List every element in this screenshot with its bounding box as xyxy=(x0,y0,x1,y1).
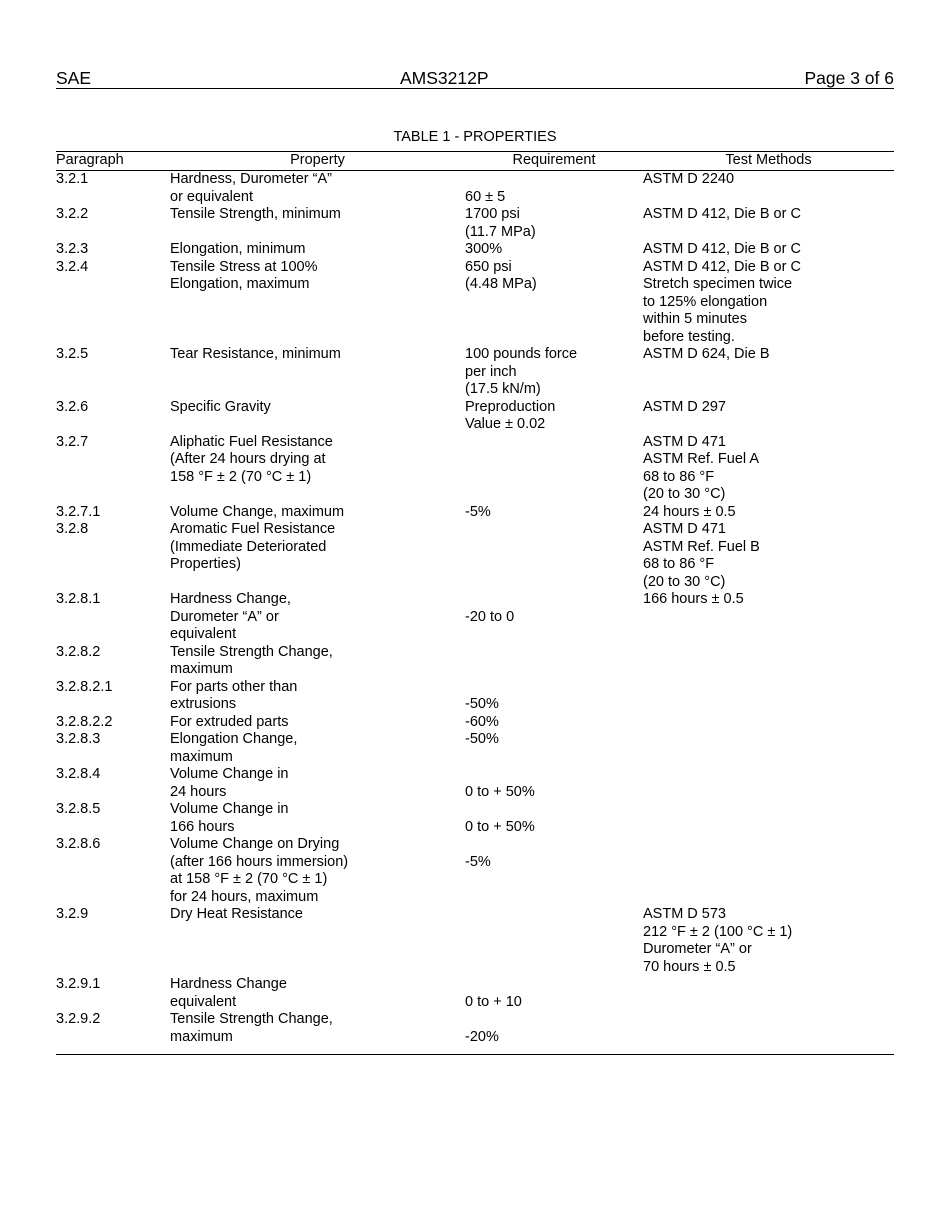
table-row xyxy=(56,521,894,591)
property-cell-line: (After 24 hours drying at xyxy=(170,451,326,467)
test-method-cell xyxy=(643,399,726,417)
property-cell-line: maximum xyxy=(170,1028,233,1045)
test-method-cell-line: 212 °F ± 2 (100 °C ± 1) xyxy=(643,923,793,940)
test-method-cell xyxy=(643,206,801,224)
test-method-cell-line: Durometer “A” or xyxy=(643,941,752,957)
paragraph-cell: 3.2.8.2 xyxy=(56,643,101,660)
table-row xyxy=(56,171,894,206)
test-method-cell-line: within 5 minutes xyxy=(643,311,747,327)
property-cell xyxy=(170,731,297,766)
property-cell xyxy=(170,766,289,801)
property-cell-line: Durometer “A” or xyxy=(170,608,279,625)
requirement-cell-line: 60 ± 5 xyxy=(465,188,506,205)
property-cell-line: for 24 hours, maximum xyxy=(170,888,319,905)
column-header-requirement: Requirement xyxy=(512,152,596,168)
test-method-cell-line: ASTM D 624, Die B xyxy=(643,346,770,362)
paragraph-cell: 3.2.1 xyxy=(56,171,89,187)
test-method-cell-line: ASTM D 2240 xyxy=(643,171,735,187)
test-method-cell-line: (20 to 30 °C) xyxy=(643,486,726,502)
requirement-cell-line: 300% xyxy=(465,241,503,257)
requirement-cell-line: 0 to + 10 xyxy=(465,993,522,1010)
test-method-cell xyxy=(643,906,792,976)
document-number: AMS3212P xyxy=(400,68,489,88)
requirement-cell-line: -5% xyxy=(465,853,491,870)
page-number: Page 3 of 6 xyxy=(804,68,894,88)
requirement-cell-line: -50% xyxy=(465,731,499,747)
property-cell-line: For parts other than xyxy=(170,678,298,695)
table-row xyxy=(56,714,894,732)
test-method-cell xyxy=(643,521,760,591)
requirement-cell-line xyxy=(465,976,522,994)
property-cell-line: maximum xyxy=(170,661,233,677)
paragraph-cell: 3.2.7.1 xyxy=(56,503,101,520)
column-header-test-methods: Test Methods xyxy=(725,152,812,168)
paragraph-cell: 3.2.8.2.2 xyxy=(56,713,113,730)
test-method-cell-line: Stretch specimen twice xyxy=(643,276,793,292)
paragraph-cell: 3.2.7 xyxy=(56,433,89,450)
requirement-cell xyxy=(465,731,499,749)
test-method-cell-line: ASTM D 412, Die B or C xyxy=(643,241,801,257)
property-cell xyxy=(170,434,333,487)
requirement-cell-line: (11.7 MPa) xyxy=(465,223,536,240)
paragraph-cell: 3.2.9 xyxy=(56,906,89,922)
test-method-cell xyxy=(643,241,801,259)
paragraph-cell: 3.2.4 xyxy=(56,258,89,275)
table-row xyxy=(56,434,894,504)
requirement-cell-line xyxy=(465,836,491,854)
requirement-cell xyxy=(465,976,522,1011)
property-cell xyxy=(170,801,289,836)
table-row xyxy=(56,1011,894,1046)
table-title: TABLE 1 - PROPERTIES xyxy=(393,129,557,145)
property-cell-line: Tensile Strength Change, xyxy=(170,643,333,660)
test-method-cell-line: (20 to 30 °C) xyxy=(643,573,726,590)
requirement-cell-line xyxy=(465,1011,499,1029)
property-cell xyxy=(170,714,288,732)
table-row xyxy=(56,346,894,399)
requirement-cell-line xyxy=(465,171,505,189)
publisher-label: SAE xyxy=(56,68,92,88)
table-row xyxy=(56,241,894,259)
properties-table-body xyxy=(56,171,894,1046)
paragraph-cell: 3.2.6 xyxy=(56,398,89,415)
property-cell-line: Tensile Strength Change, xyxy=(170,1011,333,1027)
requirement-cell xyxy=(465,836,491,871)
requirement-cell xyxy=(465,1011,499,1046)
paragraph-cell: 3.2.3 xyxy=(56,241,89,257)
property-cell-line: extrusions xyxy=(170,696,237,712)
property-cell xyxy=(170,1011,333,1046)
property-cell-line: Hardness Change xyxy=(170,976,287,992)
test-method-cell xyxy=(643,434,759,504)
property-cell xyxy=(170,644,333,679)
property-cell-line: Hardness, Durometer “A” xyxy=(170,171,332,187)
property-cell xyxy=(170,241,305,259)
table-row xyxy=(56,976,894,1011)
test-method-cell-line: ASTM D 297 xyxy=(643,398,726,415)
paragraph-cell: 3.2.8.2.1 xyxy=(56,678,113,695)
property-cell-line: Aromatic Fuel Resistance xyxy=(170,521,336,537)
property-cell xyxy=(170,906,303,924)
property-cell-line: maximum xyxy=(170,748,233,765)
requirement-cell-line: Preproduction xyxy=(465,398,556,415)
requirement-cell-line: -50% xyxy=(465,696,499,712)
column-header-paragraph: Paragraph xyxy=(56,152,124,168)
table-row xyxy=(56,906,894,976)
property-cell-line: Volume Change in xyxy=(170,766,289,782)
table-row xyxy=(56,206,894,241)
requirement-cell xyxy=(465,801,535,836)
requirement-cell xyxy=(465,714,499,732)
property-cell xyxy=(170,591,291,644)
paragraph-cell: 3.2.8.1 xyxy=(56,591,101,607)
page-header xyxy=(56,68,894,89)
property-cell-line: 158 °F ± 2 (70 °C ± 1) xyxy=(170,468,312,485)
table-row xyxy=(56,836,894,906)
paragraph-cell: 3.2.9.1 xyxy=(56,976,101,992)
table-row xyxy=(56,644,894,679)
property-cell xyxy=(170,346,341,364)
paragraph-cell: 3.2.5 xyxy=(56,346,89,362)
property-cell-line: (after 166 hours immersion) xyxy=(170,853,349,870)
paragraph-cell: 3.2.9.2 xyxy=(56,1011,101,1027)
paragraph-cell: 3.2.8 xyxy=(56,521,89,537)
property-cell-line: Elongation, minimum xyxy=(170,241,306,257)
table-row xyxy=(56,801,894,836)
requirement-cell-line: 1700 psi xyxy=(465,206,520,222)
property-cell-line: Tensile Stress at 100% xyxy=(170,258,318,275)
property-cell-line: Dry Heat Resistance xyxy=(170,906,303,922)
property-cell xyxy=(170,171,332,206)
requirement-cell-line: (17.5 kN/m) xyxy=(465,381,541,397)
requirement-cell xyxy=(465,206,536,241)
paragraph-cell: 3.2.8.3 xyxy=(56,731,101,747)
property-cell xyxy=(170,259,318,294)
property-cell xyxy=(170,206,341,224)
requirement-cell xyxy=(465,591,514,626)
table-row xyxy=(56,259,894,347)
property-cell-line: Aliphatic Fuel Resistance xyxy=(170,433,333,450)
table-row xyxy=(56,399,894,434)
test-method-cell-line: before testing. xyxy=(643,328,735,345)
requirement-cell-line: per inch xyxy=(465,363,517,380)
table-row xyxy=(56,504,894,522)
requirement-cell-line xyxy=(465,766,535,784)
requirement-cell-line: (4.48 MPa) xyxy=(465,276,537,292)
table-row xyxy=(56,591,894,644)
property-cell-line: Specific Gravity xyxy=(170,398,271,415)
test-method-cell-line: ASTM D 471 xyxy=(643,521,726,537)
property-cell xyxy=(170,836,348,906)
property-cell-line: Elongation Change, xyxy=(170,731,298,747)
property-cell xyxy=(170,504,344,522)
property-cell-line: 166 hours xyxy=(170,818,235,835)
property-cell-line: Volume Change, maximum xyxy=(170,503,345,520)
requirement-cell-line: 0 to + 50% xyxy=(465,818,535,835)
test-method-cell-line: ASTM Ref. Fuel A xyxy=(643,451,760,467)
table-row xyxy=(56,766,894,801)
property-cell-line: (Immediate Deteriorated xyxy=(170,538,327,555)
requirement-cell xyxy=(465,241,502,259)
requirement-cell-line xyxy=(465,679,499,697)
test-method-cell-line: ASTM D 471 xyxy=(643,433,726,450)
test-method-cell-line: 70 hours ± 0.5 xyxy=(643,958,736,975)
requirement-cell-line: 0 to + 50% xyxy=(465,783,535,800)
property-cell xyxy=(170,521,335,574)
test-method-cell-line: ASTM D 573 xyxy=(643,906,726,922)
requirement-cell xyxy=(465,259,537,294)
property-cell-line: Elongation, maximum xyxy=(170,276,310,292)
property-cell-line: Volume Change on Drying xyxy=(170,836,340,852)
property-cell-line: Properties) xyxy=(170,556,241,572)
property-cell-line: or equivalent xyxy=(170,188,254,205)
property-cell-line: Volume Change in xyxy=(170,801,289,817)
test-method-cell-line: ASTM D 412, Die B or C xyxy=(643,206,801,222)
table-bottom-rule xyxy=(56,1054,894,1055)
requirement-cell xyxy=(465,504,491,522)
property-cell-line: For extruded parts xyxy=(170,713,289,730)
paragraph-cell: 3.2.8.5 xyxy=(56,801,101,817)
requirement-cell xyxy=(465,171,505,206)
paragraph-cell: 3.2.2 xyxy=(56,206,89,222)
test-method-cell-line: to 125% elongation xyxy=(643,293,768,310)
table-row xyxy=(56,679,894,714)
property-cell-line: at 158 °F ± 2 (70 °C ± 1) xyxy=(170,871,328,887)
table-row xyxy=(56,731,894,766)
test-method-cell xyxy=(643,591,744,609)
property-cell-line: Hardness Change, xyxy=(170,591,291,607)
requirement-cell xyxy=(465,399,555,434)
requirement-cell-line: -5% xyxy=(465,503,491,520)
column-header-property: Property xyxy=(290,152,345,168)
property-cell xyxy=(170,679,297,714)
property-cell-line: equivalent xyxy=(170,626,237,642)
requirement-cell-line: 100 pounds force xyxy=(465,346,578,362)
requirement-cell-line: Value ± 0.02 xyxy=(465,416,546,432)
requirement-cell-line: -20% xyxy=(465,1028,499,1045)
test-method-cell-line: 68 to 86 °F xyxy=(643,556,715,572)
test-method-cell-line: 24 hours ± 0.5 xyxy=(643,503,736,520)
requirement-cell-line: -60% xyxy=(465,713,499,730)
requirement-cell-line xyxy=(465,801,535,819)
test-method-cell xyxy=(643,504,736,522)
requirement-cell-line xyxy=(465,591,514,609)
property-cell-line: 24 hours xyxy=(170,783,227,800)
requirement-cell-line: -20 to 0 xyxy=(465,608,515,625)
test-method-cell xyxy=(643,259,801,347)
requirement-cell xyxy=(465,766,535,801)
property-cell-line: Tensile Strength, minimum xyxy=(170,206,341,222)
test-method-cell-line: 166 hours ± 0.5 xyxy=(643,591,744,607)
requirement-cell xyxy=(465,679,499,714)
property-cell-line: equivalent xyxy=(170,993,237,1010)
test-method-cell xyxy=(643,346,770,364)
test-method-cell-line: ASTM D 412, Die B or C xyxy=(643,258,801,275)
property-cell xyxy=(170,399,271,417)
requirement-cell-line: 650 psi xyxy=(465,258,512,275)
requirement-cell xyxy=(465,346,577,399)
test-method-cell xyxy=(643,171,734,189)
paragraph-cell: 3.2.8.4 xyxy=(56,766,101,782)
test-method-cell-line: ASTM Ref. Fuel B xyxy=(643,538,760,555)
test-method-cell-line: 68 to 86 °F xyxy=(643,468,715,485)
paragraph-cell: 3.2.8.6 xyxy=(56,836,101,852)
property-cell xyxy=(170,976,287,1011)
property-cell-line: Tear Resistance, minimum xyxy=(170,346,341,362)
